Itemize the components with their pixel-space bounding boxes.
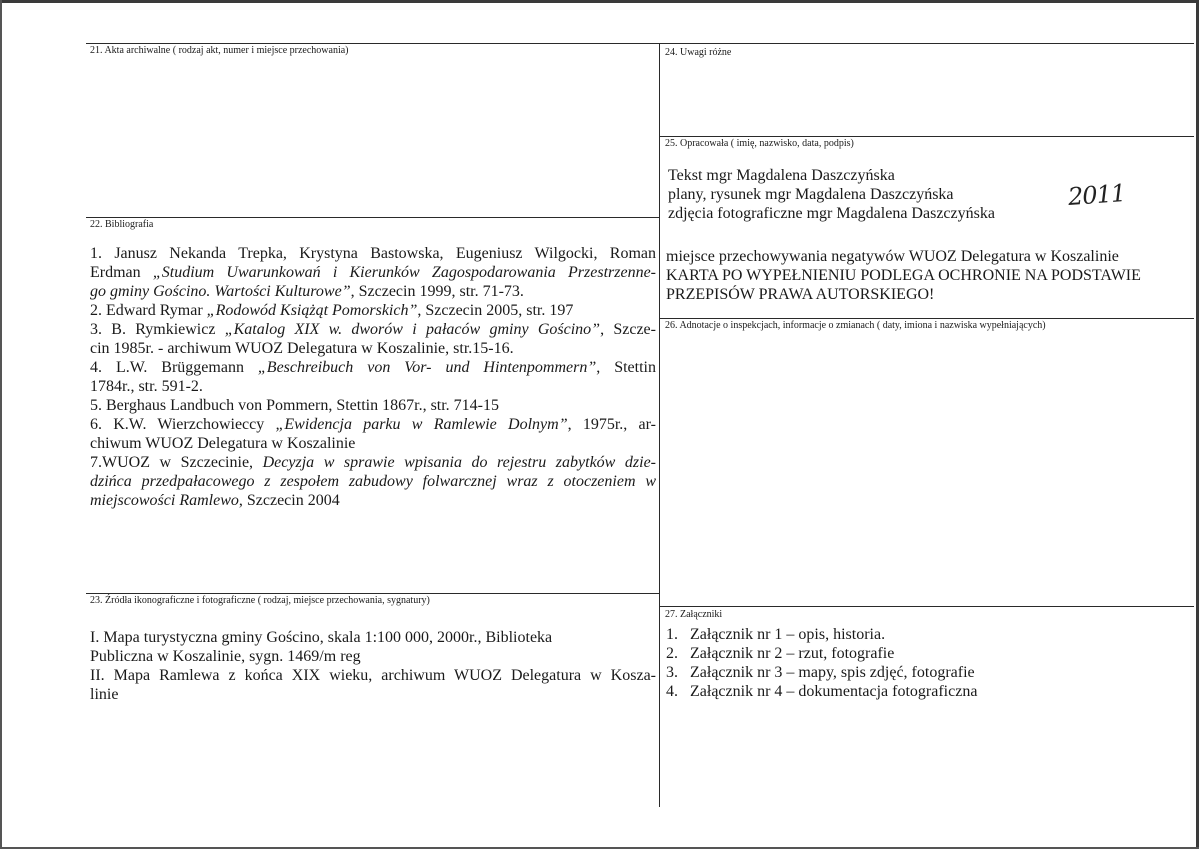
section-24-label: 24. Uwagi różne	[665, 47, 732, 58]
rule-26	[660, 318, 1194, 319]
section-21-label: 21. Akta archiwalne ( rodzaj akt, numer i miejsce przechowania)	[90, 45, 349, 56]
bib-7-line-3: miejscowości Ramlewo, Szczecin 2004	[90, 492, 340, 509]
bib-3-line-2: cin 1985r. - archiwum WUOZ Delegatura w Koszalinie, str.15-16.	[90, 340, 514, 357]
section-22-label: 22. Bibliografia	[90, 219, 154, 230]
scan-edge-left	[0, 0, 2, 849]
bib-2: 2. Edward Rymar „Rodowód Książąt Pomorskich”, Szczecin 2005, str. 197	[90, 302, 574, 319]
bib-3-line-1: 3. B. Rymkiewicz „Katalog XIX w. dworów i pałaców gminy Gościno”, Szcze-	[90, 321, 656, 338]
bib-4-line-1: 4. L.W. Brüggemann „Beschreibuch von Vor- und Hintenpommern”, Stettin	[90, 359, 656, 376]
source-line-2: Publiczna w Koszalinie, sygn. 1469/m reg	[90, 648, 361, 665]
bib-7-line-2: dzińca przedpałacowego z zespołem zabudowy folwarcznej wraz z otoczeniem w	[90, 473, 656, 490]
copyright-line-1: KARTA PO WYPEŁNIENIU PODLEGA OCHRONIE NA PODSTAWIE	[666, 267, 1141, 284]
attachment-item: 3. Załącznik nr 3 – mapy, spis zdjęć, fotografie	[666, 664, 975, 681]
bib-7-line-1: 7.WUOZ w Szczecinie, Decyzja w sprawie wpisania do rejestru zabytków dzie-	[90, 454, 656, 471]
section-23-label: 23. Źródła ikonograficzne i fotograficzne ( rodzaj, miejsce przechowania, sygnatury)	[90, 595, 430, 606]
attachment-item: 4. Załącznik nr 4 – dokumentacja fotograficzna	[666, 683, 978, 700]
rule-25	[660, 136, 1194, 137]
rule-23	[86, 593, 660, 594]
iconographic-sources	[90, 628, 656, 704]
attachment-item: 1. Załącznik nr 1 – opis, historia.	[666, 626, 886, 643]
source-line-1: I. Mapa turystyczna gminy Gościno, skala 1:100 000, 2000r., Biblioteka	[90, 629, 553, 646]
scan-edge-top	[0, 0, 1199, 3]
section-26-label: 26. Adnotacje o inspekcjach, informacje o zmianach ( daty, imiona i nazwiska wypełniających)	[665, 320, 1046, 331]
column-divider	[659, 43, 660, 807]
bib-1-line-1: 1. Janusz Nekanda Trepka, Krystyna Bastowska, Eugeniusz Wilgocki, Roman	[90, 245, 656, 262]
source-line-3: II. Mapa Ramlewa z końca XIX wieku, archiwum WUOZ Delegatura w Kosza-	[90, 667, 656, 684]
rule-22	[86, 217, 660, 218]
bib-6-line-2: chiwum WUOZ Delegatura w Koszalinie	[90, 435, 356, 452]
copyright-line-2: PRZEPISÓW PRAWA AUTORSKIEGO!	[666, 286, 935, 303]
handwritten-year: 2011	[1067, 179, 1126, 211]
bib-4-line-2: 1784r., str. 591-2.	[90, 378, 203, 395]
prepared-line-2: plany, rysunek mgr Magdalena Daszczyńska	[668, 186, 954, 203]
section-27-label: 27. Załączniki	[665, 609, 723, 620]
bib-6-line-1: 6. K.W. Wierzchowieccy „Ewidencja parku w Ramlewie Dolnym”, 1975r., ar-	[90, 416, 656, 433]
section-25-label: 25. Opracowała ( imię, nazwisko, data, podpis)	[665, 138, 854, 149]
attachments-list	[666, 625, 1186, 701]
prepared-line-3: zdjęcia fotograficzne mgr Magdalena Daszczyńska	[668, 205, 995, 222]
bib-1-line-2: Erdman „Studium Uwarunkowań i Kierunków Zagospodarowania Przestrzenne-	[90, 264, 656, 281]
bib-1-line-3: go gminy Gościno. Wartości Kulturowe”, Szczecin 1999, str. 71-73.	[90, 283, 524, 300]
bibliography	[90, 244, 656, 510]
rule-top	[86, 43, 1194, 44]
prepared-line-1: Tekst mgr Magdalena Daszczyńska	[668, 167, 895, 184]
attachment-item: 2. Załącznik nr 2 – rzut, fotografie	[666, 645, 895, 662]
rule-27	[660, 606, 1194, 607]
source-line-4: linie	[90, 686, 119, 703]
bib-5: 5. Berghaus Landbuch von Pommern, Stettin 1867r., str. 714-15	[90, 397, 500, 414]
storage-note	[666, 247, 1190, 304]
storage-line: miejsce przechowywania negatywów WUOZ Delegatura w Koszalinie	[666, 248, 1119, 265]
